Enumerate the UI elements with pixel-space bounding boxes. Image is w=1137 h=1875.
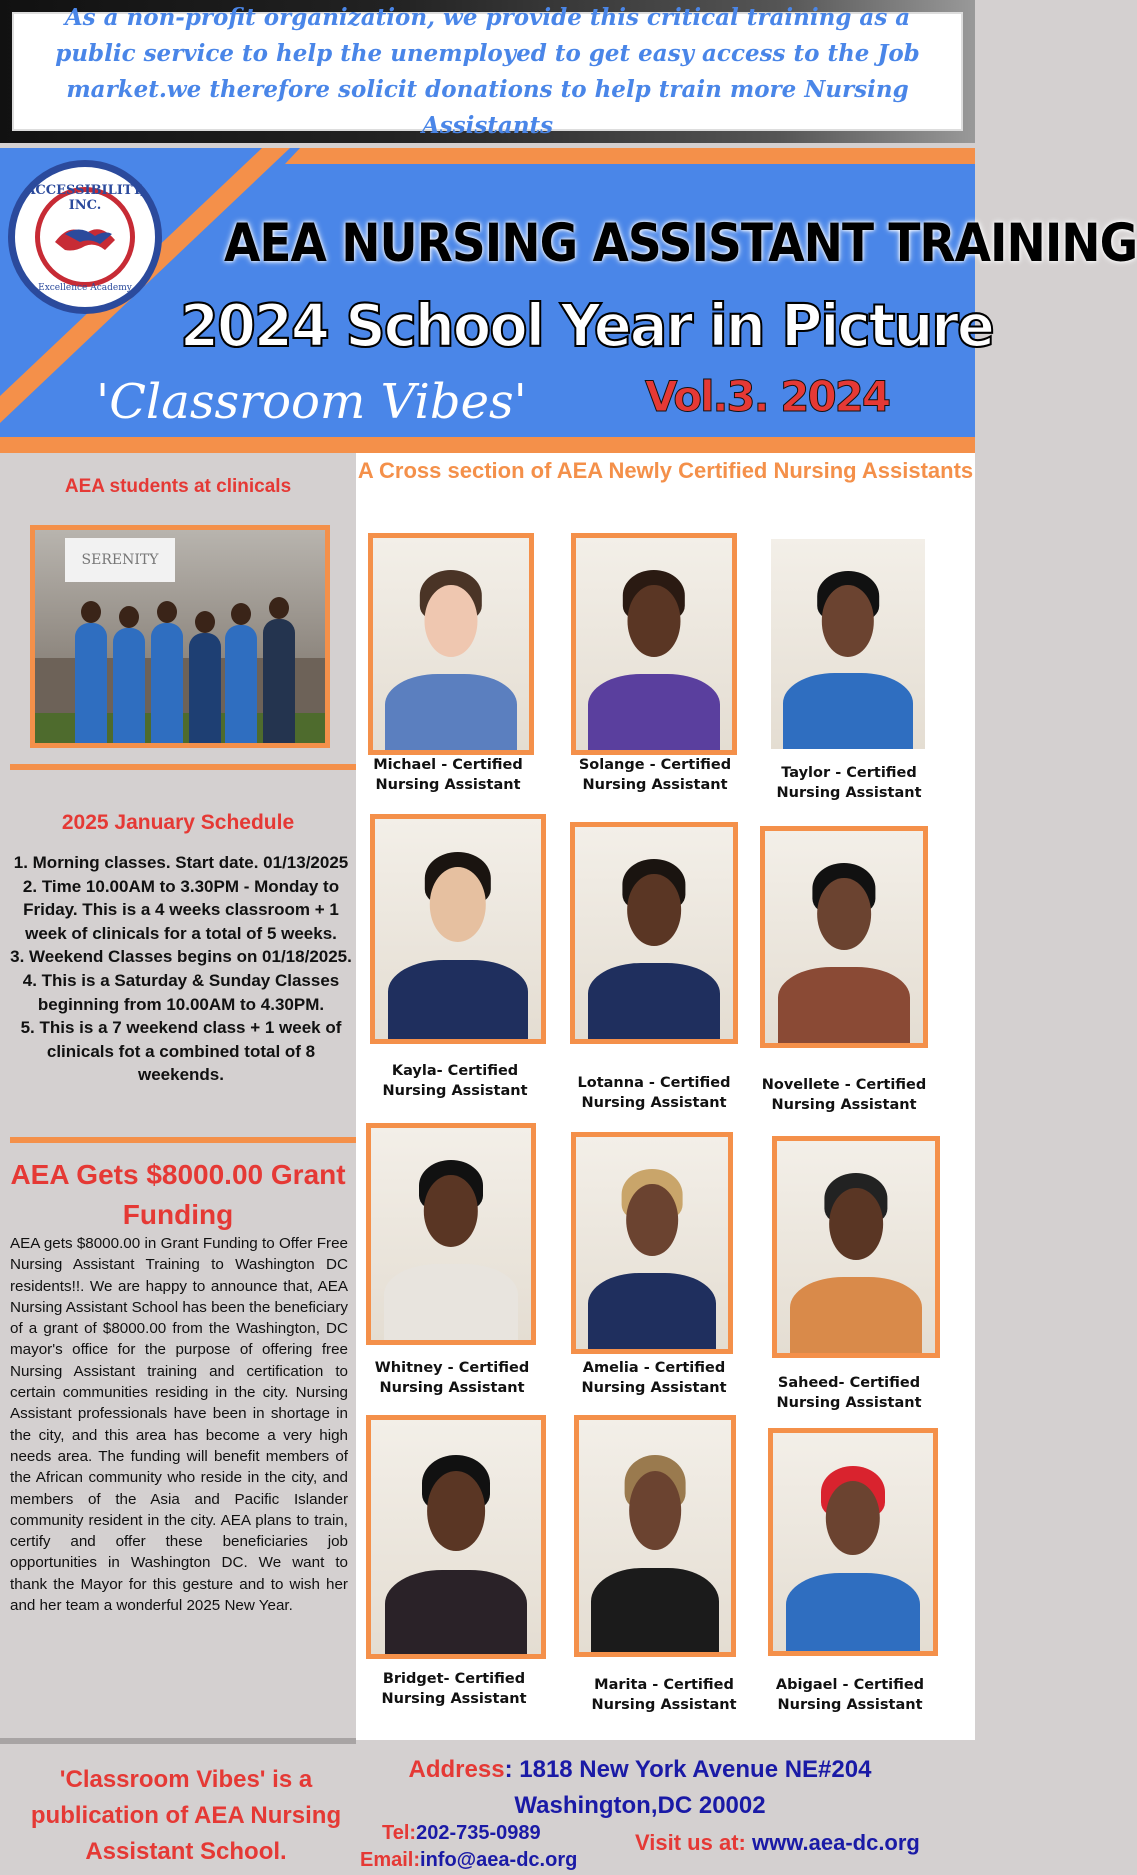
graduate-caption: Taylor - Certified Nursing Assistant	[776, 765, 922, 801]
grant-article: AEA gets $8000.00 in Grant Funding to Offer Free Nursing Assistant Training to Washington DC residents!!. We are happy to announce that, AEA Nursing Assistant School has been the beneficiary of a grant of $8000.00 from the Washington, DC mayor's office for the purpose of offering free Nursing Assistant training and certification to certain communities residing in the city. Nursing Assistant professionals have been in shortage in the city, and this area has become a very high needs area. The funding will benefit members of the African community who reside in the city, and members of the Asia and Pacific Islander community resident in the city. AEA plans to train, certify and offer these beneficiaries job opportunities in Washington DC. We want to thank the Mayor for this gesture and to wish her and her team a wonderful 2025 New Year.	[10, 1235, 348, 1615]
website-link[interactable]: www.aea-dc.org	[751, 1830, 920, 1855]
email-link[interactable]: info@aea-dc.org	[420, 1849, 578, 1871]
visit-label: Visit us at:	[635, 1830, 746, 1855]
donation-message: As a non-profit organization, we provide this critical training as a public service to help the unemployed to get easy access to the Job market.we therefore solicit donations to help train more Nursing Assistants	[55, 3, 920, 139]
schedule-item: 5. This is a 7 weekend class + 1 week of clinicals fot a combined total of 8 weekends.	[20, 1018, 342, 1085]
address-line-2: Washington,DC 20002	[514, 1792, 766, 1819]
graduate-photo	[368, 533, 534, 755]
graduate-caption: Kayla- Certified Nursing Assistant	[382, 1063, 528, 1099]
address-label: Address	[408, 1756, 505, 1783]
graduates-gallery	[356, 453, 975, 1740]
graduate-caption: Novellete - Certified Nursing Assistant	[761, 1077, 927, 1113]
schedule-list	[6, 851, 356, 1087]
logo-name: ACCESSIBILITY, INC.	[25, 183, 145, 213]
graduate-photo	[771, 539, 925, 749]
graduate-photo	[772, 1136, 940, 1358]
clinicals-group-photo	[30, 525, 330, 748]
graduate-caption: Solange - Certified Nursing Assistant	[578, 757, 732, 793]
donation-banner	[0, 0, 975, 143]
graduate-caption: Michael - Certified Nursing Assistant	[373, 757, 523, 793]
graduate-photo	[370, 814, 546, 1044]
left-column	[0, 453, 356, 1740]
email-label: Email:	[360, 1849, 421, 1871]
newsletter-subtitle: 2024 School Year in Picture	[180, 292, 993, 361]
masthead	[0, 148, 1137, 453]
graduate-photo	[366, 1415, 546, 1659]
graduate-caption: Abigael - Certified Nursing Assistant	[775, 1677, 925, 1713]
grant-title: AEA Gets $8000.00 Grant Funding	[10, 1159, 346, 1230]
graduate-photo	[571, 533, 737, 755]
graduate-photo	[366, 1123, 536, 1345]
website-block	[635, 1830, 920, 1856]
graduate-caption: Whitney - Certified Nursing Assistant	[374, 1360, 530, 1396]
schedule-item: 4. This is a Saturday & Sunday Classes beginning from 10.00AM to 4.30PM.	[22, 970, 340, 1014]
gallery-title: A Cross section of AEA Newly Certified Nursing Assistants	[357, 458, 974, 483]
clinicals-title: AEA students at clinicals	[64, 476, 292, 497]
schedule-item: 1. Morning classes. Start date. 01/13/2025	[13, 853, 349, 872]
schedule-item: 3. Weekend Classes begins on 01/18/2025.	[10, 947, 352, 967]
graduate-caption: Lotanna - Certified Nursing Assistant	[577, 1075, 731, 1111]
graduate-photo	[574, 1415, 736, 1657]
contact-block	[360, 1820, 577, 1874]
graduate-photo	[571, 1132, 733, 1354]
graduate-caption: Bridget- Certified Nursing Assistant	[381, 1671, 527, 1707]
section-divider	[10, 1137, 356, 1143]
donation-message-box	[12, 3, 963, 139]
footer	[0, 1744, 975, 1875]
newsletter-tagline: 'Classroom Vibes'	[96, 374, 527, 430]
section-divider	[10, 764, 356, 770]
volume-label: Vol.3. 2024	[645, 372, 890, 421]
address-block: Address: 1818 New York Avenue NE#204 Washington,DC 20002	[380, 1752, 900, 1824]
graduate-photo	[570, 822, 738, 1044]
graduate-caption: Marita - Certified Nursing Assistant	[591, 1677, 737, 1713]
tel-label: Tel:	[382, 1822, 417, 1844]
logo-academy: Excellence Academy	[38, 283, 132, 293]
graduate-caption: Saheed- Certified Nursing Assistant	[776, 1375, 922, 1411]
serenity-sign: SERENITY	[65, 538, 175, 582]
schedule-item: 2. Time 10.00AM to 3.30PM - Monday to Friday. This is a 4 weeks classroom + 1 week of clinicals for a total of 5 weeks.	[22, 876, 340, 943]
accessibility-logo	[8, 160, 162, 314]
graduate-photo	[760, 826, 928, 1048]
graduate-photo	[768, 1428, 938, 1656]
newsletter-title: AEA NURSING ASSISTANT TRAINING	[224, 212, 1137, 275]
schedule-title: 2025 January Schedule	[61, 811, 295, 834]
phone-number[interactable]: 202-735-0989	[416, 1822, 541, 1844]
address-line-1: 1818 New York Avenue NE#204	[519, 1756, 872, 1783]
graduate-caption: Amelia - Certified Nursing Assistant	[581, 1360, 727, 1396]
publication-note: 'Classroom Vibes' is a publication of AEA Nursing Assistant School.	[30, 1766, 342, 1865]
